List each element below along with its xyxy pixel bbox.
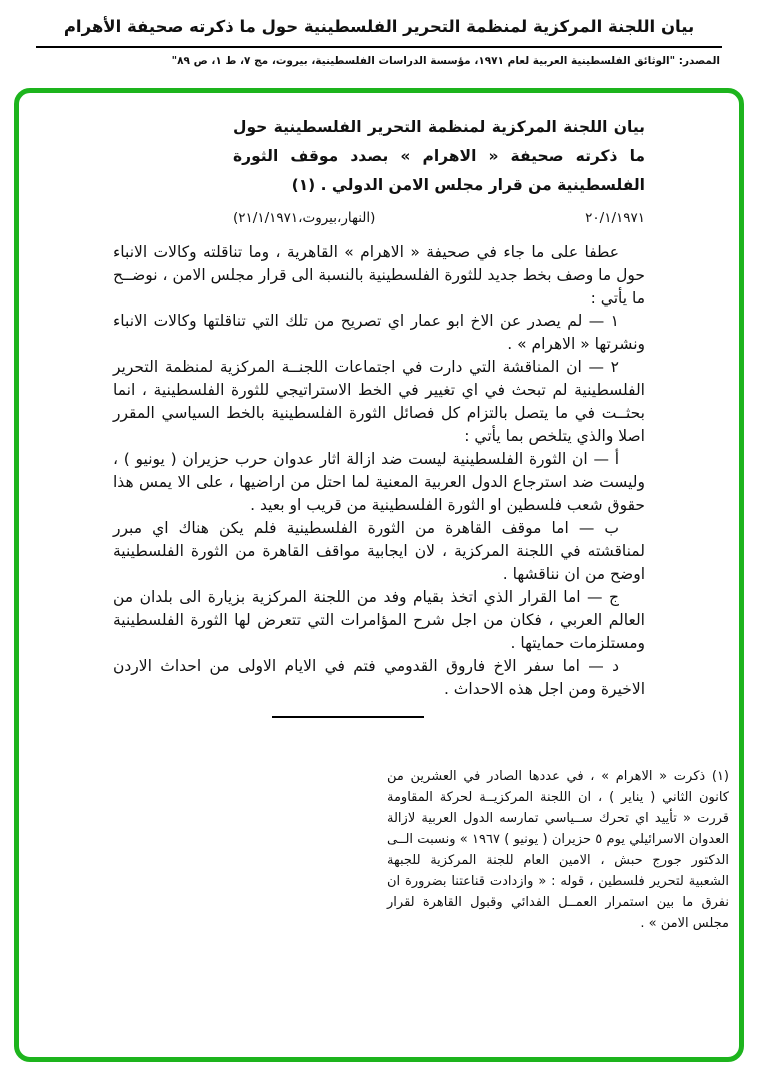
paragraph-point-d: د — اما سفر الاخ فاروق القدومي فتم في الايام الاولى من احداث الاردن الاخيرة ومن اجل هذه الاحداث . xyxy=(113,657,645,698)
paragraph-point-b: ب — اما موقف القاهرة من الثورة الفلسطينية فلم يكن هناك اي مبرر لمناقشته في اللجنة المركزية ، لان ايجابية مواقف القاهرة من الثورة الفلسطينية اوضح من ان نناقشها . xyxy=(113,519,645,583)
header-divider xyxy=(36,46,722,48)
paragraph-point-1: ١ — لم يصدر عن الاخ ابو عمار اي تصريح من تلك التي تناقلتها وكالات الانباء ونشرتها « الاهرام » . xyxy=(113,312,645,353)
paragraph-point-a: أ — ان الثورة الفلسطينية ليست ضد ازالة اثار عدوان حرب حزيران ( يونيو ) ، وليست ضد استرجاع الدول العربية المعنية لما احتل من اراضيها ، على الا يمس هذا حقوق شعب فلسطين او الثورة الفلسطينية من قريب او بعيد . xyxy=(113,450,645,514)
paragraph-point-2: ٢ — ان المناقشة التي دارت في اجتماعات اللجنــة المركزية لمنظمة التحرير الفلسطينية لم تبحث في اي تغيير في الخط الاستراتيجي للثورة الفلسطينية ، انما بحثــت في ما يتصل بالتزام كل فصائل الثورة الفلسطينية بالخط السياسي المقرر اصلا والذي يتلخص بما يأتي : xyxy=(113,358,645,445)
document-heading: بيان اللجنة المركزية لمنظمة التحرير الفلسطينية حول ما ذكرته صحيفة « الاهرام » بصدد موقف الثورة الفلسطينية من قرار مجلس الامن الدولي . (١) xyxy=(233,118,645,194)
document-frame xyxy=(14,88,744,1062)
source-line: المصدر: "الوثائق الفلسطينية العربية لعام ١٩٧١، مؤسسة الدراسات الفلسطينية، بيروت، مج ٧، ط ١، ص ٨٩" xyxy=(171,55,720,67)
footnote: (١) ذكرت « الاهرام » ، في عددها الصادر في العشرين من كانون الثاني ( يناير ) ، ان اللجنة المركزيــة لحركة المقاومة قررت « تأييد اي تحرك ســياسي تمارسه الدول العربية لازالة العدوان الاسرائيلي يوم ٥ حزيران ( يونيو ) ١٩٦٧ » ونسبت الــى الدكتور جورج حبش ، الامين العام للجنة المركزية للجبهة الشعبية لتحرير فلسطين ، قوله : « وازدادت قناعتنا بضرورة ان نفرق ما بين استمرار العمــل الفدائي وقبول القاهرة لقرار مجلس الامن » . xyxy=(387,769,729,931)
document-body xyxy=(113,113,645,718)
document-date: ٢٠/١/١٩٧١ xyxy=(585,210,645,226)
paragraph-intro: عطفا على ما جاء في صحيفة « الاهرام » القاهرية ، وما تناقلته وكالات الانباء حول ما وصف بخط جديد للثورة الفلسطينية بالنسبة الى قرار مجلس الامن ، نوضــح ما يأتي : xyxy=(113,243,645,307)
header-title: بيان اللجنة المركزية لمنظمة التحرير الفلسطينية حول ما ذكرته صحيفة الأهرام xyxy=(63,17,695,36)
page-header xyxy=(0,0,758,68)
paragraph-point-c: ج — اما القرار الذي اتخذ بقيام وفد من اللجنة المركزية بزيارة الى بلدان من العالم العربي ، فكان من اجل شرح المؤامرات التي تتعرض لها الثورة الفلسطينية ومستلزمات حمايتها . xyxy=(113,588,645,652)
footnote-divider xyxy=(272,716,424,718)
date-row xyxy=(233,209,645,227)
publication-reference: (النهار،بيروت،٢١/١/١٩٧١) xyxy=(233,210,376,226)
